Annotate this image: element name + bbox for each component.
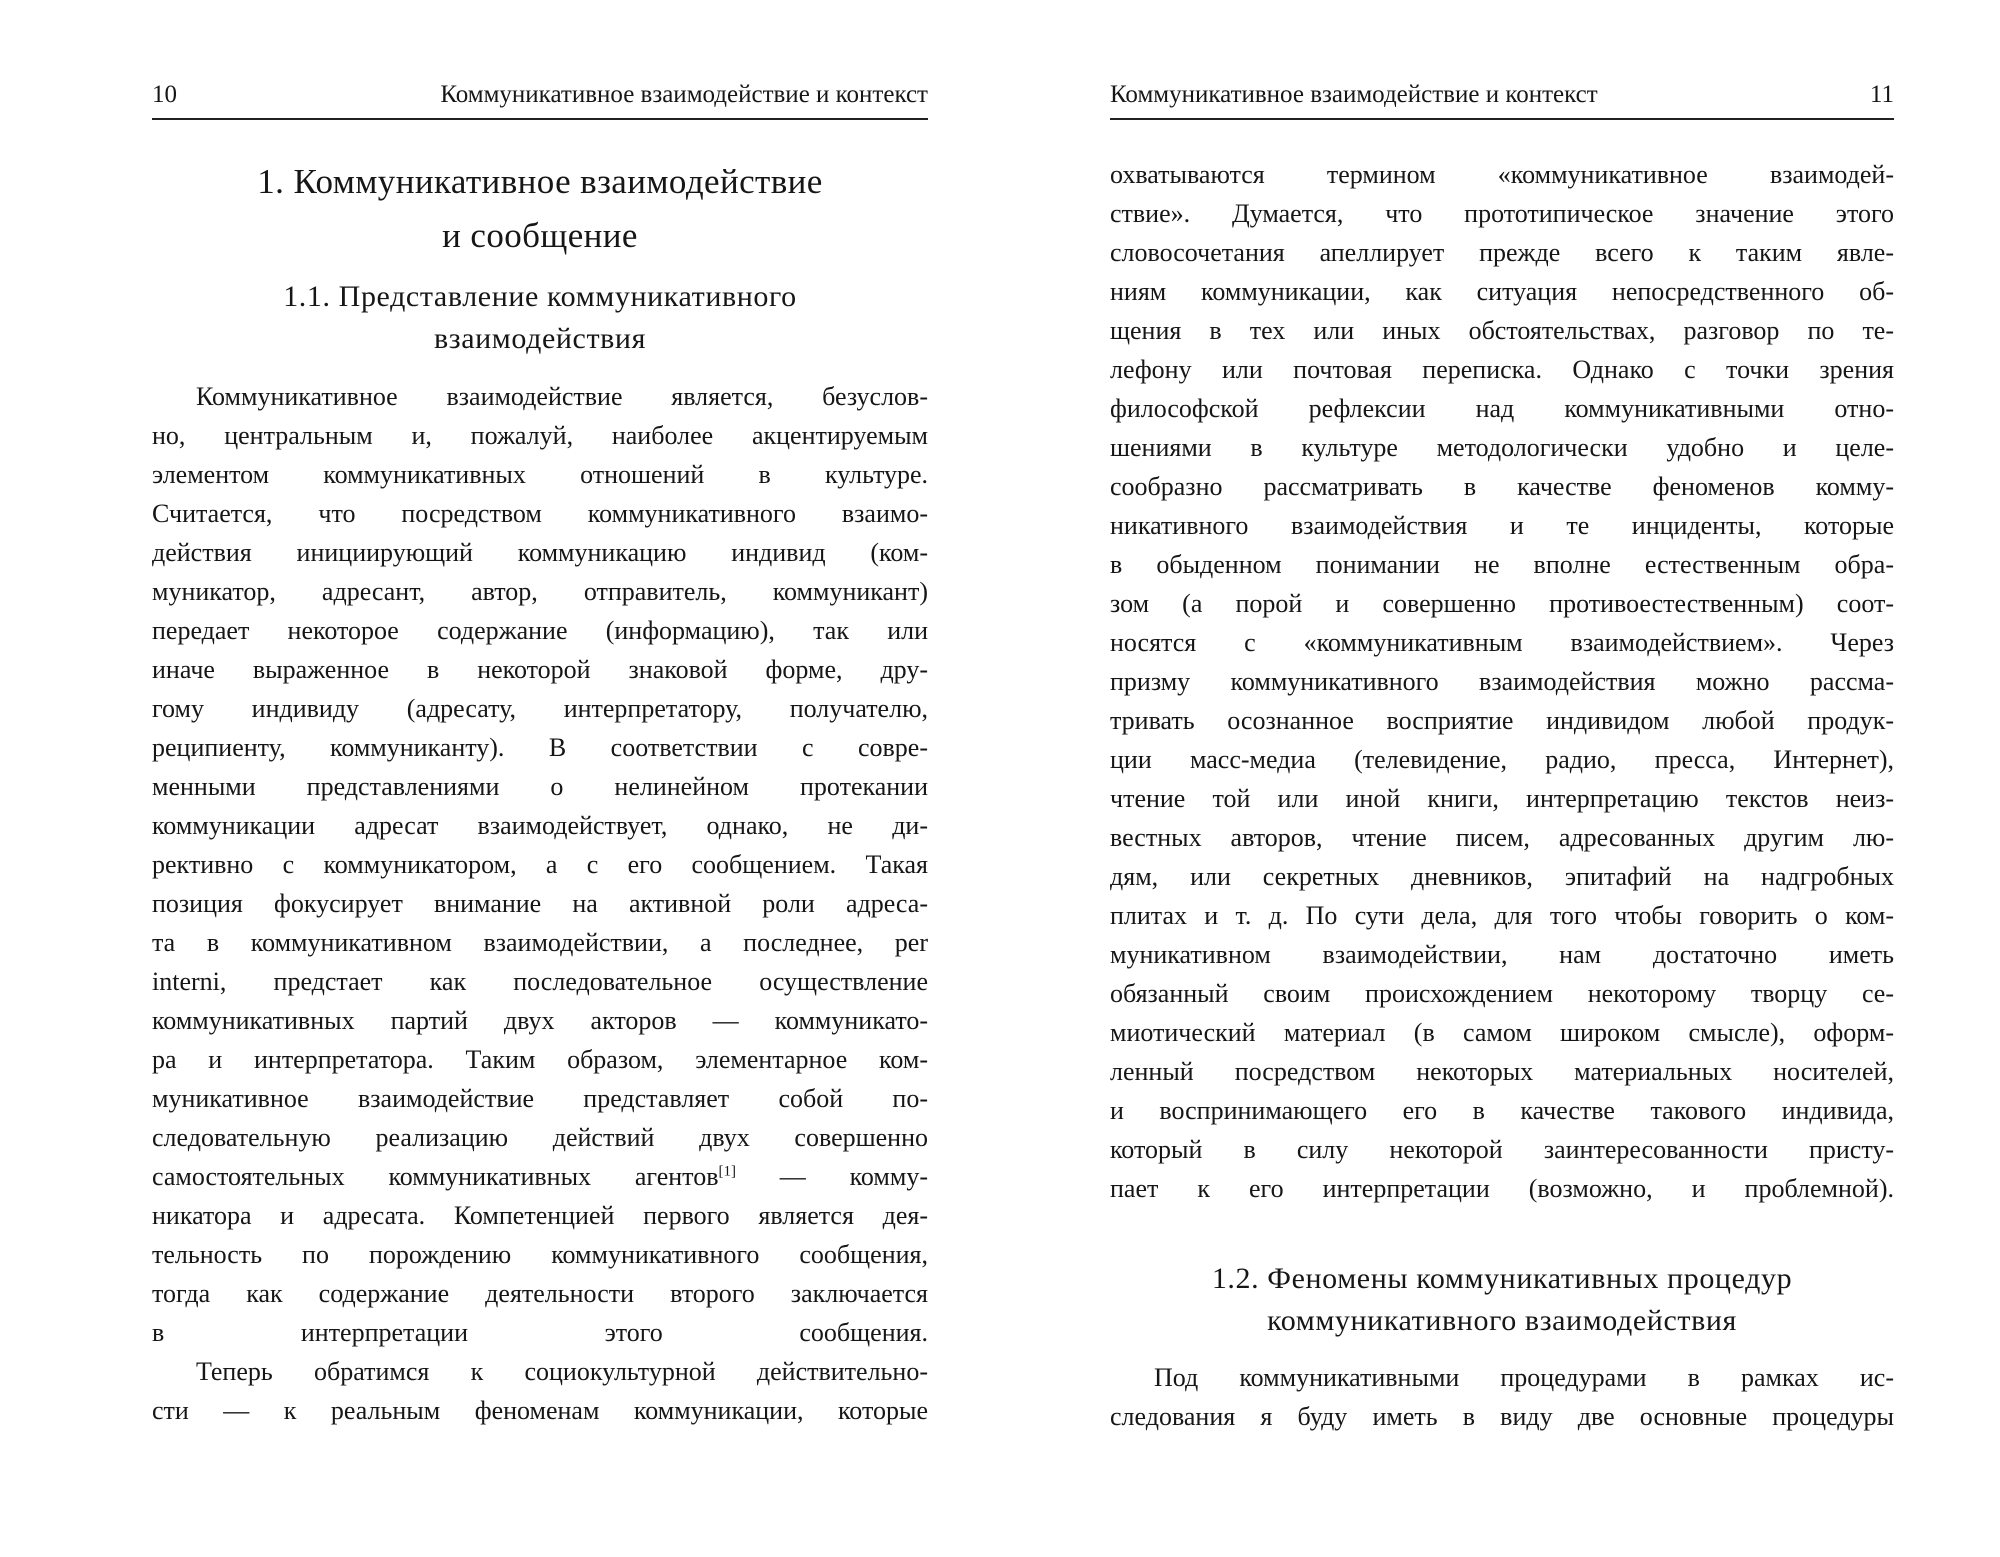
text-line: ниям коммуникации, как ситуация непосредственного об- xyxy=(1110,277,1894,306)
text-line: в обыденном понимании не вполне естественным обра- xyxy=(1110,550,1894,579)
text-line: ленный посредством некоторых материальных носителей, xyxy=(1110,1057,1894,1086)
section-title-1-1 xyxy=(152,276,928,360)
text-line: действия инициирующий коммуникацию индивид (ком- xyxy=(152,538,928,567)
text-line: следовательную реализацию действий двух совершенно xyxy=(152,1123,928,1152)
section-title-line: 1.1. Представление коммуникативного xyxy=(283,280,797,313)
text-line: коммуникации адресат взаимодействует, однако, не ди- xyxy=(152,811,928,840)
text-line: ра и интерпретатора. Таким образом, элементарное ком- xyxy=(152,1045,928,1074)
text-line: тривать осознанное восприятие индивидом любой продук- xyxy=(1110,706,1894,735)
text-line: муникатор, адресант, автор, отправитель, коммуникант) xyxy=(152,577,928,606)
text-line: та в коммуникативном взаимодействии, а последнее, per xyxy=(152,928,928,957)
text-fragment: — комму- xyxy=(735,1162,928,1191)
left-running-header xyxy=(152,80,928,120)
text-fragment: самостоятельных коммуникативных агентов xyxy=(152,1162,719,1191)
right-header-rule xyxy=(1110,118,1894,120)
text-line: щения в тех или иных обстоятельствах, разговор по те- xyxy=(1110,316,1894,345)
text-line: позиция фокусирует внимание на активной роли адреса- xyxy=(152,889,928,918)
text-line: иначе выраженное в некоторой знаковой форме, дру- xyxy=(152,655,928,684)
text-line: Под коммуникативными процедурами в рамках ис- xyxy=(1154,1363,1894,1392)
text-line: Считается, что посредством коммуникативного взаимо- xyxy=(152,499,928,528)
text-line: ствие». Думается, что прототипическое значение этого xyxy=(1110,199,1894,228)
text-line: следования я буду иметь в виду две основные процедуры xyxy=(1110,1402,1894,1431)
text-line: но, центральным и, пожалуй, наиболее акцентируемым xyxy=(152,421,928,450)
right-header-title: Коммуникативное взаимодействие и контекст xyxy=(1110,81,1598,108)
text-line: философской рефлексии над коммуникативными отно- xyxy=(1110,394,1894,423)
right-paragraph-1 xyxy=(1110,155,1894,1208)
footnote-reference[interactable]: [1] xyxy=(718,1163,736,1180)
text-line: коммуникативных партий двух акторов — коммуникато- xyxy=(152,1006,928,1035)
text-line: рективно с коммуникатором, а с его сообщением. Такая xyxy=(152,850,928,879)
text-line: interni, предстает как последовательное осуществление xyxy=(152,967,928,996)
left-paragraph-2 xyxy=(152,1352,928,1430)
text-line: Теперь обратимся к социокультурной действительно- xyxy=(196,1357,928,1386)
text-line: тогда как содержание деятельности второго заключается xyxy=(152,1279,928,1308)
text-line: вестных авторов, чтение писем, адресованных другим лю- xyxy=(1110,823,1894,852)
text-line: гому индивиду (адресату, интерпретатору, получателю, xyxy=(152,694,928,723)
text-line-with-footnote xyxy=(152,1157,928,1196)
left-header-rule xyxy=(152,118,928,120)
text-line: лефону или почтовая переписка. Однако с точки зрения xyxy=(1110,355,1894,384)
chapter-title xyxy=(152,155,928,263)
left-page-number: 10 xyxy=(152,81,177,108)
text-line: призму коммуникативного взаимодействия можно рассма- xyxy=(1110,667,1894,696)
text-line: пает к его интерпретации (возможно, и проблемной). xyxy=(1110,1174,1894,1203)
text-line: в интерпретации этого сообщения. xyxy=(152,1318,928,1347)
chapter-title-line: 1. Коммуникативное взаимодействие xyxy=(257,162,823,201)
text-line: словосочетания апеллирует прежде всего к таким явле- xyxy=(1110,238,1894,267)
text-line: передает некоторое содержание (информацию), так или xyxy=(152,616,928,645)
text-line: зом (а порой и совершенно противоестественным) соот- xyxy=(1110,589,1894,618)
text-line: и воспринимающего его в качестве такового индивида, xyxy=(1110,1096,1894,1125)
text-line: плитах и т. д. По сути дела, для того чтобы говорить о ком- xyxy=(1110,901,1894,930)
text-line: обязанный своим происхождением некоторому творцу се- xyxy=(1110,979,1894,1008)
right-page xyxy=(1000,0,2000,1557)
chapter-title-line: и сообщение xyxy=(442,216,638,255)
text-line: охватываются термином «коммуникативное взаимодей- xyxy=(1110,160,1894,189)
text-line: носятся с «коммуникативным взаимодействием». Через xyxy=(1110,628,1894,657)
text-line: муникативном взаимодействии, нам достаточно иметь xyxy=(1110,940,1894,969)
text-line: менными представлениями о нелинейном протекании xyxy=(152,772,928,801)
text-line: дям, или секретных дневников, эпитафий на надгробных xyxy=(1110,862,1894,891)
right-page-content xyxy=(1110,155,1894,1436)
text-line: никативного взаимодействия и те инциденты, которые xyxy=(1110,511,1894,540)
text-line: Коммуникативное взаимодействие является, безуслов- xyxy=(196,382,928,411)
right-paragraph-2 xyxy=(1110,1358,1894,1436)
text-line: тельность по порождению коммуникативного сообщения, xyxy=(152,1240,928,1269)
text-line: ции масс-медиа (телевидение, радио, пресса, Интернет), xyxy=(1110,745,1894,774)
text-line: сообразно рассматривать в качестве феноменов комму- xyxy=(1110,472,1894,501)
text-line: чтение той или иной книги, интерпретацию текстов неиз- xyxy=(1110,784,1894,813)
right-page-number: 11 xyxy=(1869,81,1894,108)
text-line: муникативное взаимодействие представляет собой по- xyxy=(152,1084,928,1113)
text-line: сти — к реальным феноменам коммуникации, которые xyxy=(152,1396,928,1425)
section-title-line: 1.2. Феномены коммуникативных процедур xyxy=(1211,1262,1793,1295)
left-header-title: Коммуникативное взаимодействие и контекст xyxy=(440,81,928,108)
section-title-line: взаимодействия xyxy=(434,322,646,355)
text-line: элементом коммуникативных отношений в культуре. xyxy=(152,460,928,489)
text-line: который в силу некоторой заинтересованности присту- xyxy=(1110,1135,1894,1164)
text-line: реципиенту, коммуниканту). В соответствии с совре- xyxy=(152,733,928,762)
section-title-1-2 xyxy=(1110,1258,1894,1342)
right-running-header xyxy=(1110,80,1894,120)
text-line: шениями в культуре методологически удобно и целе- xyxy=(1110,433,1894,462)
left-paragraph-1 xyxy=(152,377,928,1352)
text-line: миотический материал (в самом широком смысле), оформ- xyxy=(1110,1018,1894,1047)
section-title-line: коммуникативного взаимодействия xyxy=(1267,1304,1737,1337)
text-line: никатора и адресата. Компетенцией первого является дея- xyxy=(152,1201,928,1230)
left-page-content xyxy=(152,155,928,1430)
